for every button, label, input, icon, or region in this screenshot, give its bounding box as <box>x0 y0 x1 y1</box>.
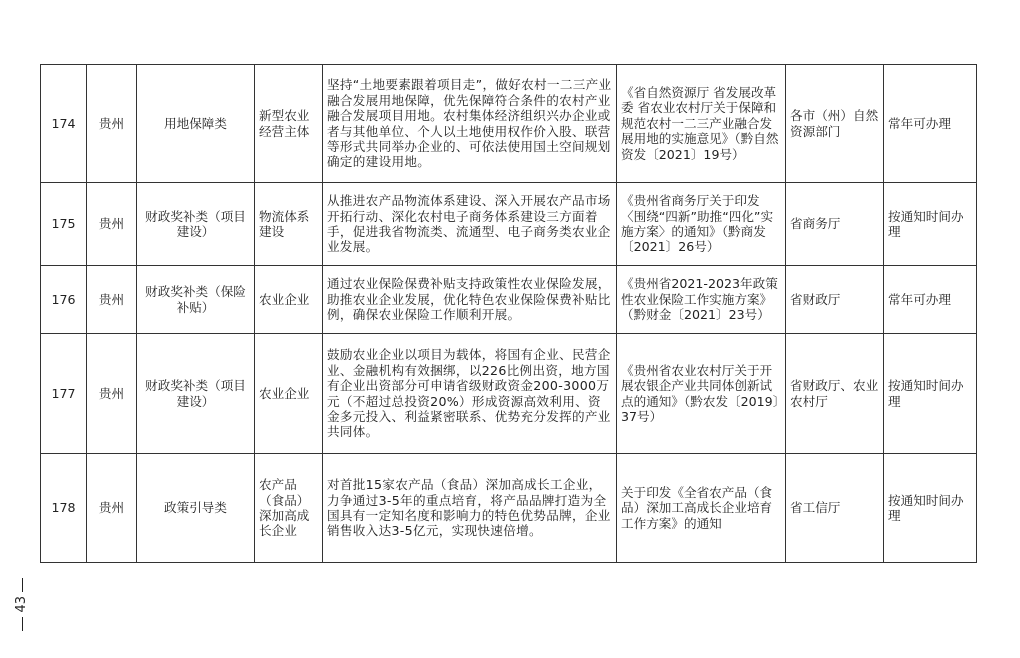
department-cell: 省工信厅 <box>786 454 884 563</box>
province-cell: 贵州 <box>87 183 137 266</box>
policy-type-cell: 财政奖补类（项目建设） <box>137 334 255 454</box>
content-cell: 坚持“土地要素跟着项目走”，做好农村一二三产业融合发展用地保障，优先保障符合条件的农村产业融合发展项目用地。农村集体经济组织兴办企业或者与其他单位、个人以土地使用权作价入股、联营等形式共同举办企业的、可依法使用国土空间规划确定的建设用地。 <box>323 65 617 183</box>
province-cell: 贵州 <box>87 65 137 183</box>
content-cell: 通过农业保险保费补贴支持政策性农业保险发展，助推农业企业发展，优化特色农业保险保费补贴比例，确保农业保险工作顺利开展。 <box>323 266 617 334</box>
content-cell: 对首批15家农产品（食品）深加高成长工企业，力争通过3-5年的重点培育，将产品品牌打造为全国具有一定知名度和影响力的特色优势品牌，企业销售收入达3-5亿元，实现快速倍增。 <box>323 454 617 563</box>
basis-cell: 《贵州省农业农村厅关于开展农银企产业共同体创新试点的通知》（黔农发〔2019〕37号） <box>617 334 786 454</box>
basis-cell: 关于印发《全省农产品（食品）深加工高成长企业培育工作方案》的通知 <box>617 454 786 563</box>
province-cell: 贵州 <box>87 334 137 454</box>
policy-type-cell: 财政奖补类（项目建设） <box>137 183 255 266</box>
department-cell: 省商务厅 <box>786 183 884 266</box>
page-number-dash-top <box>22 578 23 592</box>
department-cell: 省财政厅 <box>786 266 884 334</box>
handling-time-cell: 按通知时间办理 <box>884 454 977 563</box>
row-number: 176 <box>41 266 87 334</box>
province-cell: 贵州 <box>87 266 137 334</box>
province-cell: 贵州 <box>87 454 137 563</box>
row-number: 178 <box>41 454 87 563</box>
subject-cell: 农业企业 <box>255 334 323 454</box>
handling-time-cell: 常年可办理 <box>884 266 977 334</box>
page-number-dash-bottom <box>22 617 23 631</box>
page-number <box>10 578 34 648</box>
content-cell: 从推进农产品物流体系建设、深入开展农产品市场开拓行动、深化农村电子商务体系建设三方面着手，促进我省物流类、流通型、电子商务类农业企业发展。 <box>323 183 617 266</box>
policy-type-cell: 财政奖补类（保险补贴） <box>137 266 255 334</box>
subject-cell: 物流体系建设 <box>255 183 323 266</box>
table-row <box>41 334 977 454</box>
table-row <box>41 183 977 266</box>
handling-time-cell: 按通知时间办理 <box>884 334 977 454</box>
table-row <box>41 65 977 183</box>
handling-time-cell: 常年可办理 <box>884 65 977 183</box>
policy-type-cell: 用地保障类 <box>137 65 255 183</box>
subject-cell: 农产品（食品）深加高成长企业 <box>255 454 323 563</box>
policy-type-cell: 政策引导类 <box>137 454 255 563</box>
basis-cell: 《贵州省2021-2023年政策性农业保险工作实施方案》（黔财金〔2021〕23号） <box>617 266 786 334</box>
department-cell: 各市（州）自然资源部门 <box>786 65 884 183</box>
subject-cell: 农业企业 <box>255 266 323 334</box>
table-row <box>41 266 977 334</box>
subject-cell: 新型农业经营主体 <box>255 65 323 183</box>
policy-table <box>40 64 977 563</box>
handling-time-cell: 按通知时间办理 <box>884 183 977 266</box>
basis-cell: 《省自然资源厅 省发展改革委 省农业农村厅关于保障和规范农村一二三产业融合发展用地的实施意见》（黔自然资发〔2021〕19号） <box>617 65 786 183</box>
basis-cell: 《贵州省商务厅关于印发〈围绕“四新”助推“四化”实施方案〉的通知》（黔商发〔2021〕26号） <box>617 183 786 266</box>
content-cell: 鼓励农业企业以项目为载体，将国有企业、民营企业、金融机构有效捆绑，以226比例出资，地方国有企业出资部分可申请省级财政资金200-3000万元（不超过总投资20%）形成资源高效利用、资金多元投入、利益紧密联系、优势充分发挥的产业共同体。 <box>323 334 617 454</box>
page-number-value: 43 <box>14 596 29 613</box>
row-number: 177 <box>41 334 87 454</box>
table-row <box>41 454 977 563</box>
department-cell: 省财政厅、农业农村厅 <box>786 334 884 454</box>
row-number: 175 <box>41 183 87 266</box>
row-number: 174 <box>41 65 87 183</box>
